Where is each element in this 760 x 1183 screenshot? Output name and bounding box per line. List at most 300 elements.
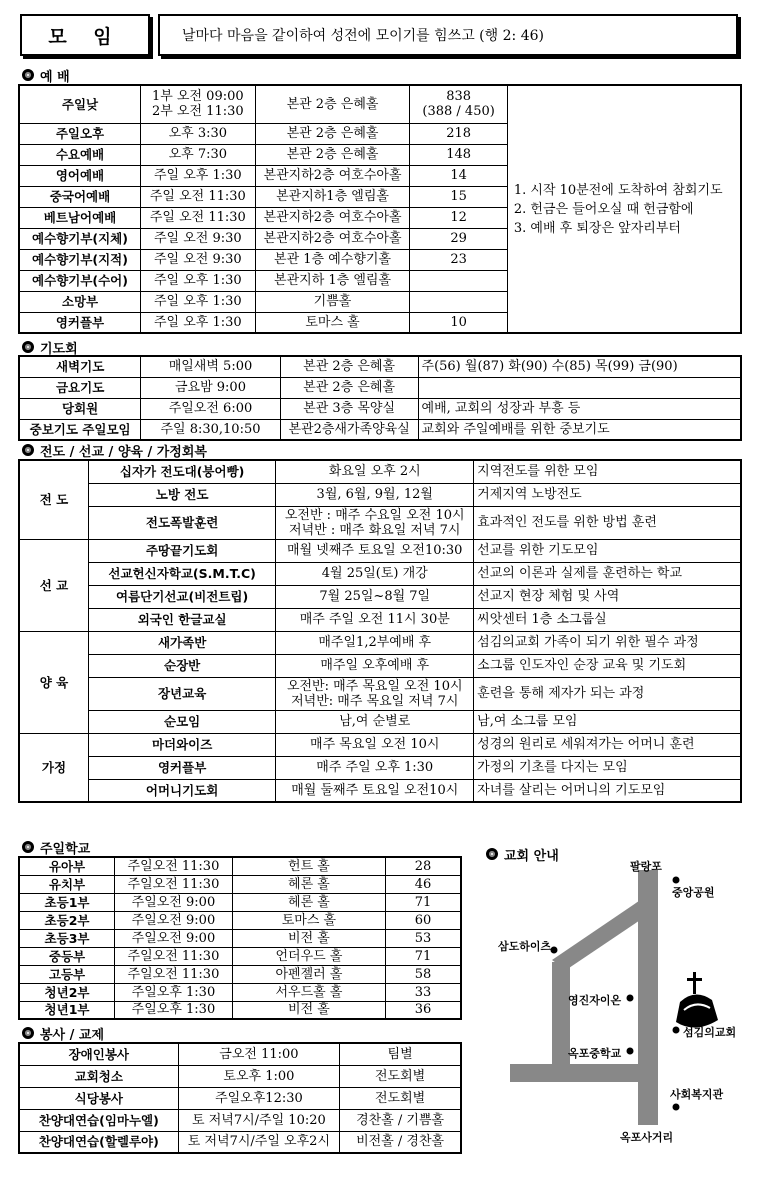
table-row (19, 539, 741, 562)
cell-text: 주일오전 11:30 (127, 876, 220, 892)
cell-text: 매주 주일 오후 1:30 (316, 760, 434, 775)
cell-text: 주일오전 11:30 (127, 966, 220, 982)
cell-text: 서우드홀 홀 (275, 984, 343, 1000)
cell-text: 33 (414, 984, 432, 1000)
cell-text: 식당봉사 (74, 1090, 123, 1106)
cell-text: 화요일 오후 2시 (328, 464, 421, 480)
cell-text: 주일 오전 9:30 (153, 231, 242, 246)
worship-count (410, 144, 507, 165)
cell-text: 본관 2층 은혜홀 (286, 126, 379, 141)
cell-text: 주일 오후 1:30 (153, 294, 242, 309)
service-time (178, 1087, 340, 1109)
cell-text: 중국어예배 (49, 189, 111, 204)
prayer-table (18, 355, 742, 441)
mission-category (19, 539, 88, 631)
cell-text: 초등1부 (44, 894, 90, 910)
bullet-icon (22, 1027, 34, 1039)
cell-text: 본관2층새가족양육실 (288, 421, 410, 437)
service-section-title: 봉사 / 교제 (22, 1025, 104, 1041)
cell-text: 비전 홀 (288, 930, 330, 946)
cell-text: 4월 25일(토) 개강 (321, 566, 428, 581)
cell-text: 여름단기선교(비전트립) (116, 589, 249, 604)
table-row (19, 460, 741, 483)
cell-text: 영커플부 (55, 314, 105, 330)
school-count (386, 965, 461, 983)
cell-text: 주일 오전 9:30 (153, 252, 242, 267)
cell-text: 본관지하1층 엘림홀 (276, 189, 389, 204)
worship-time (140, 144, 255, 165)
cell-text: 토오후 1:00 (223, 1068, 295, 1084)
prayer-time (141, 398, 280, 419)
table-row (19, 1131, 461, 1153)
cell-text: 주일오후 1:30 (131, 984, 216, 1000)
school-name (19, 911, 115, 929)
sunday-school-section-title: 주일학교 (22, 839, 90, 855)
cell-text: 주일오전 9:00 (131, 930, 216, 946)
service-time (178, 1043, 340, 1065)
table-row (19, 1087, 461, 1109)
worship-name (19, 228, 140, 249)
cell-text: 본관지하 1층 엘림홀 (274, 273, 392, 288)
school-name (19, 983, 115, 1001)
worship-name (19, 165, 140, 186)
mission-desc (474, 654, 741, 677)
map-dot (627, 1048, 634, 1055)
school-count (386, 947, 461, 965)
mission-desc (474, 506, 741, 539)
school-place (232, 983, 385, 1001)
cell-text: 주(56) 월(87) 화(90) 수(85) 목(99) 금(90) (421, 359, 678, 375)
map-label-samdo-heights: 삼도하이츠 (498, 940, 552, 953)
cell-text: 예수향기부(수어) (32, 273, 128, 288)
map-label-youngjin-zion: 영진자이온 (568, 994, 622, 1007)
worship-section-title: 예 배 (22, 67, 70, 83)
cell-text: 새가족반 (157, 635, 207, 650)
table-row (19, 1001, 461, 1019)
mission-desc (474, 710, 741, 733)
school-name (19, 857, 115, 875)
cell-text: 비전홀 / 경찬홀 (356, 1134, 445, 1150)
mission-desc (474, 585, 741, 608)
table-row (19, 1109, 461, 1131)
school-count (386, 983, 461, 1001)
mission-name (88, 631, 275, 654)
school-name (19, 929, 115, 947)
table-row (19, 483, 741, 506)
cell-text: 3월, 6월, 9월, 12월 (316, 487, 433, 502)
service-table (18, 1042, 462, 1154)
cell-text: 어머니기도회 (145, 782, 219, 798)
prayer-note (418, 419, 741, 440)
mission-time (276, 779, 474, 802)
school-count (386, 1001, 461, 1019)
cell-text: 전도폭발훈련 (145, 515, 219, 530)
table-row (19, 419, 741, 440)
mission-table (18, 459, 742, 803)
school-place (232, 929, 385, 947)
school-count (386, 929, 461, 947)
mission-desc (474, 562, 741, 585)
mission-desc (474, 677, 741, 710)
cell-text: 주일오전 11:30 (127, 858, 220, 874)
school-place (232, 1001, 385, 1019)
prayer-place (280, 377, 418, 398)
map-dot (673, 1104, 680, 1111)
table-row (19, 631, 741, 654)
cell-text: 본관 2층 은혜홀 (286, 147, 379, 162)
bullet-icon (22, 444, 34, 456)
cell-text: 노방 전도 (155, 487, 209, 502)
worship-place (255, 312, 410, 333)
table-row (19, 893, 461, 911)
worship-table (18, 84, 742, 334)
cell-text: 소망부 (61, 294, 99, 309)
mission-name (88, 608, 275, 631)
cell-text: 매월 넷째주 토요일 오전10:30 (287, 543, 463, 558)
worship-place (255, 270, 410, 291)
cell-text: 남,여 소그룹 모임 (477, 714, 578, 729)
bullet-icon (22, 69, 34, 81)
cell-text: 고등부 (48, 966, 86, 982)
worship-count (410, 291, 507, 312)
cell-text: 매일새벽 5:00 (168, 359, 253, 375)
mission-time (276, 506, 474, 539)
cell-text: 섬김의교회 가족이 되기 위한 필수 과정 (477, 635, 699, 650)
cell-text: 예배, 교회의 성장과 부흥 등 (421, 401, 581, 416)
table-row (19, 733, 741, 756)
worship-count (410, 207, 507, 228)
cell-text: 선교헌신자학교(S.M.T.C) (108, 566, 256, 581)
cell-text: 선교지 현장 체험 및 사역 (477, 589, 620, 604)
cell-text: 마더와이즈 (151, 737, 213, 752)
cell-text: 71 (414, 894, 432, 910)
table-row (19, 947, 461, 965)
school-name (19, 947, 115, 965)
service-name (19, 1065, 178, 1087)
worship-note: 2. 헌금은 들어오실 때 헌금함에 (513, 201, 694, 217)
worship-count (410, 270, 507, 291)
school-place (232, 875, 385, 893)
service-time (178, 1065, 340, 1087)
worship-time (140, 270, 255, 291)
cell-text: 헌트 홀 (288, 858, 330, 874)
prayer-place (280, 356, 418, 377)
school-count (386, 857, 461, 875)
prayer-note (418, 356, 741, 377)
service-who (340, 1043, 461, 1065)
page-header (20, 14, 742, 60)
cell-text: 장애인봉사 (68, 1046, 129, 1062)
cell-text: 헤론 홀 (288, 876, 330, 892)
table-row (19, 1065, 461, 1087)
cell-text: 영어예배 (55, 168, 105, 183)
cell-text: 가정 (41, 759, 67, 775)
table-row (19, 654, 741, 677)
cell-text-line2: (388 / 450) (422, 104, 495, 120)
mission-time (276, 483, 474, 506)
mission-name (88, 506, 275, 539)
service-time (178, 1131, 340, 1153)
table-row (19, 875, 461, 893)
cell-text: 23 (450, 252, 467, 267)
school-count (386, 893, 461, 911)
cell-text: 수요예배 (55, 147, 105, 162)
cell-text: 15 (450, 189, 467, 204)
mission-time (276, 460, 474, 483)
cell-text: 예수향기부(지체) (32, 231, 128, 246)
cell-text: 비전 홀 (288, 1002, 330, 1018)
school-count (386, 911, 461, 929)
worship-note: 1. 시작 10분전에 도착하여 참회기도 (513, 182, 723, 198)
cell-text: 순모임 (164, 714, 201, 729)
worship-name (19, 144, 140, 165)
mission-name (88, 779, 275, 802)
cell-text: 토 저녁7시/주일 오후2시 (187, 1134, 331, 1150)
prayer-time (141, 377, 280, 398)
worship-place (255, 85, 410, 123)
cell-text: 전도회별 (375, 1068, 426, 1084)
cell-text: 본관지하2층 여호수아홀 (263, 168, 402, 183)
table-row (19, 1043, 461, 1065)
cell-text: 본관 1층 예수향기홀 (274, 252, 392, 267)
cell-text: 토마스 홀 (281, 912, 337, 928)
cell-text: 남,여 순별로 (339, 714, 411, 729)
cell-text: 베트남어예배 (43, 210, 117, 225)
mission-desc (474, 733, 741, 756)
mission-time (276, 733, 474, 756)
service-who (340, 1109, 461, 1131)
cell-text: 가정의 기초를 다지는 모임 (477, 760, 628, 775)
mission-category (19, 631, 88, 733)
mission-name (88, 460, 275, 483)
cell-text: 십자가 전도대(붕어빵) (119, 464, 245, 480)
worship-place (255, 291, 410, 312)
cell-text: 금오전 11:00 (219, 1046, 299, 1062)
worship-place (255, 249, 410, 270)
mission-category (19, 460, 88, 539)
mission-time (276, 539, 474, 562)
mission-name (88, 654, 275, 677)
cell-text: 10 (450, 314, 467, 330)
worship-time (140, 207, 255, 228)
worship-name (19, 186, 140, 207)
cell-text: 새벽기도 (55, 359, 105, 375)
worship-count (410, 165, 507, 186)
mission-time (276, 631, 474, 654)
cell-text: 주일 오후 1:30 (153, 168, 242, 183)
prayer-note (418, 377, 741, 398)
cell-text: 28 (414, 858, 432, 874)
table-row (19, 779, 741, 802)
mission-name (88, 562, 275, 585)
mission-desc (474, 460, 741, 483)
table-row (19, 85, 741, 123)
cell-text: 주일오전 9:00 (131, 912, 216, 928)
cell-text: 주일 오후 1:30 (153, 273, 242, 288)
table-row (19, 677, 741, 710)
school-place (232, 893, 385, 911)
map-dot (551, 947, 558, 954)
cell-text: 금요밤 9:00 (174, 380, 246, 395)
mission-desc (474, 756, 741, 779)
cell-text: 경찬홀 / 기쁨홀 (356, 1112, 445, 1128)
mission-category (19, 733, 88, 802)
mission-desc (474, 779, 741, 802)
cell-text: 본관지하2층 여호수아홀 (263, 231, 402, 246)
cell-text: 주일오후 (55, 126, 105, 141)
school-time (115, 947, 233, 965)
prayer-name (19, 356, 141, 377)
cell-text: 46 (414, 876, 432, 892)
mission-name (88, 677, 275, 710)
cell-text: 주땅끝기도회 (145, 543, 219, 558)
cell-text: 주일오후 1:30 (131, 1002, 216, 1018)
mission-time (276, 756, 474, 779)
prayer-place (280, 419, 418, 440)
mission-name (88, 483, 275, 506)
cell-text: 매월 둘째주 토요일 오전10시 (291, 782, 459, 798)
cell-text: 14 (450, 168, 467, 183)
worship-name (19, 291, 140, 312)
worship-count (410, 186, 507, 207)
cell-text: 교회와 주일예배를 위한 중보기도 (421, 421, 610, 437)
cell-text: 선교의 이론과 실제를 훈련하는 학교 (477, 566, 683, 581)
cell-text: 효과적인 전도를 위한 방법 훈련 (477, 515, 657, 530)
cell-text: 씨앗센터 1층 소그룹실 (477, 612, 607, 627)
cell-text: 매주 목요일 오전 10시 (310, 737, 440, 752)
cell-text-line2: 저녁반 : 매주 화요일 저녁 7시 (289, 522, 461, 538)
cell-text: 영커플부 (157, 760, 207, 775)
cell-text: 언더우드 홀 (275, 948, 343, 964)
school-time (115, 875, 233, 893)
prayer-name (19, 419, 141, 440)
school-count (386, 875, 461, 893)
prayer-name (19, 398, 141, 419)
table-row (19, 506, 741, 539)
school-place (232, 857, 385, 875)
cell-text: 71 (414, 948, 432, 964)
cell-text: 선 교 (39, 577, 69, 593)
cell-text: 오전반 : 매주 수요일 오전 10시 (284, 507, 465, 523)
map-dot (627, 995, 634, 1002)
mission-name (88, 733, 275, 756)
map-section-title: 교회 안내 (486, 846, 559, 862)
cell-text: 7월 25일~8월 7일 (319, 589, 431, 604)
cell-text: 순장반 (164, 658, 201, 673)
service-who (340, 1065, 461, 1087)
map-dot (673, 877, 680, 884)
worship-time (140, 291, 255, 312)
school-name (19, 893, 115, 911)
cell-text: 60 (414, 912, 432, 928)
mission-section-title: 전도 / 선교 / 양육 / 가정회복 (22, 442, 207, 458)
worship-time (140, 85, 255, 123)
prayer-name (19, 377, 141, 398)
cell-text: 29 (450, 231, 467, 246)
map-label-welfare-center: 사회복지관 (670, 1088, 724, 1101)
mission-name (88, 585, 275, 608)
cell-text: 선교를 위한 기도모임 (477, 543, 599, 558)
cell-text: 당회원 (62, 401, 99, 416)
school-time (115, 911, 233, 929)
school-time (115, 1001, 233, 1019)
worship-count (410, 249, 507, 270)
church-icon (676, 972, 718, 1028)
mission-time (276, 677, 474, 710)
cell-text: 팀별 (387, 1046, 413, 1062)
cell-text: 본관 2층 은혜홀 (303, 359, 396, 375)
table-row (19, 562, 741, 585)
cell-text-line2: 저녁반: 매주 목요일 저녁 7시 (291, 693, 459, 709)
cell-text: 찬양대연습(임마누엘) (38, 1112, 159, 1128)
cell-text: 매주일1,2부예배 후 (318, 635, 432, 650)
cell-text: 유치부 (48, 876, 86, 892)
worship-count (410, 123, 507, 144)
worship-place (255, 144, 410, 165)
school-place (232, 965, 385, 983)
table-row (19, 356, 741, 377)
mission-name (88, 756, 275, 779)
worship-name (19, 312, 140, 333)
cell-text: 주일 오전 11:30 (149, 189, 246, 204)
school-name (19, 1001, 115, 1019)
bullet-icon (22, 341, 34, 353)
mission-desc (474, 631, 741, 654)
service-time (178, 1109, 340, 1131)
cell-text: 주일오전 9:00 (131, 894, 216, 910)
worship-count (410, 228, 507, 249)
table-row (19, 756, 741, 779)
worship-name (19, 249, 140, 270)
school-place (232, 947, 385, 965)
worship-notes (507, 85, 741, 333)
mission-name (88, 710, 275, 733)
cell-text: 매주일 오후예배 후 (320, 658, 430, 673)
school-place (232, 911, 385, 929)
worship-name (19, 123, 140, 144)
cell-text: 12 (450, 210, 467, 225)
service-name (19, 1109, 178, 1131)
bottom-road (510, 1064, 650, 1082)
cell-text: 본관 2층 은혜홀 (303, 380, 396, 395)
cell-text: 찬양대연습(할렐루야) (38, 1134, 159, 1150)
cell-text: 주일오전 6:00 (168, 401, 253, 416)
cell-text: 토 저녁7시/주일 10:20 (192, 1112, 326, 1128)
cell-text: 주일오전 11:30 (127, 948, 220, 964)
cell-text: 1부 오전 09:00 (151, 89, 244, 105)
cell-text: 오전반: 매주 목요일 오전 10시 (286, 678, 463, 694)
table-row (19, 965, 461, 983)
school-time (115, 983, 233, 1001)
worship-name (19, 85, 140, 123)
service-who (340, 1131, 461, 1153)
map-label-okpo-intersection: 옥포사거리 (620, 1131, 674, 1144)
map-dot (673, 1027, 680, 1034)
cell-text: 중보기도 주일모임 (29, 421, 131, 437)
worship-count (410, 85, 507, 123)
cell-text: 아펜젤러 홀 (275, 966, 343, 982)
worship-time (140, 228, 255, 249)
service-who (340, 1087, 461, 1109)
sunday-school-table (18, 856, 462, 1020)
worship-name (19, 270, 140, 291)
cell-text: 전 도 (39, 492, 69, 508)
cell-text: 교회청소 (74, 1068, 123, 1084)
church-map (490, 850, 750, 1150)
worship-time (140, 312, 255, 333)
mission-name (88, 539, 275, 562)
table-row (19, 398, 741, 419)
